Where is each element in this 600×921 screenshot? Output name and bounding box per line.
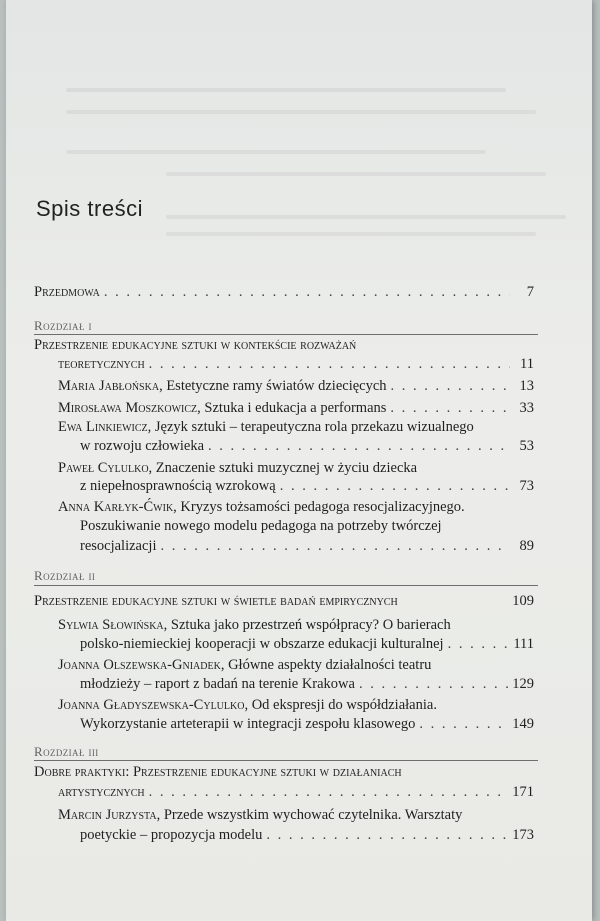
toc-entry-cont <box>80 438 534 455</box>
leader-dots <box>104 284 510 301</box>
toc-entry-cont <box>80 538 534 555</box>
show-through-line <box>66 110 536 114</box>
show-through-line <box>166 232 536 236</box>
chapter-heading-line2: teoretycznych <box>58 356 145 372</box>
toc-entry <box>58 400 534 417</box>
toc-entry <box>58 697 437 714</box>
page-number: 7 <box>526 284 534 300</box>
toc-entry <box>58 807 462 824</box>
entry-author: Sylwia Słowińska <box>58 617 164 633</box>
page-number: 89 <box>519 538 534 554</box>
page-number: 109 <box>512 593 534 609</box>
chapter-heading: Przestrzenie edukacyjne sztuki w kontekście rozważań <box>34 337 357 353</box>
chapter-heading-text: Przestrzenie edukacyjne sztuki w świetle badań empirycznych <box>34 593 398 609</box>
page-number: 129 <box>512 676 534 692</box>
chapter-heading-cont <box>58 356 534 373</box>
page-number: 73 <box>519 478 534 494</box>
toc-entry <box>58 419 474 436</box>
entry-title-cont: poetyckie – propozycja modelu <box>80 827 263 843</box>
entry-author: Ewa Linkiewicz <box>58 419 148 435</box>
leader-dots <box>208 438 510 455</box>
leader-dots <box>359 676 508 693</box>
chapter-rule <box>34 760 538 761</box>
toc-entry <box>58 378 534 395</box>
entry-title: , Estetyczne ramy światów dziecięcych <box>159 378 387 394</box>
leader-dots <box>391 378 510 395</box>
toc-entry <box>58 460 417 477</box>
toc-entry-cont <box>80 827 534 844</box>
entry-title-cont: resocjalizacji <box>80 538 157 554</box>
show-through-line <box>166 172 546 176</box>
leader-dots <box>448 636 510 653</box>
leader-dots <box>160 538 510 555</box>
chapter-heading-cont <box>58 784 534 801</box>
entry-title: , Sztuka i edukacja a performans <box>197 400 387 416</box>
page-number: 11 <box>520 356 534 372</box>
show-through-line <box>66 150 486 154</box>
toc-entry-cont <box>80 636 534 653</box>
entry-author: Maria Jabłońska <box>58 378 160 394</box>
chapter-rule <box>34 585 538 586</box>
toc-entry-cont <box>80 716 534 733</box>
page-number: 171 <box>512 784 534 800</box>
toc-entry <box>58 657 431 674</box>
entry-title-cont: Poszukiwanie nowego modelu pedagoga na potrzeby twórczej <box>80 518 442 534</box>
page-title: Spis treści <box>36 196 143 221</box>
entry-author: Joanna Olszewska-Gniadek <box>58 657 221 673</box>
entry-title: , Od ekspresji do współdziałania. <box>244 697 437 713</box>
toc-entry-cont <box>80 478 534 495</box>
chapter-label: Rozdział ii <box>34 568 96 583</box>
entry-title: , Główne aspekty działalności teatru <box>220 657 432 673</box>
chapter-heading <box>34 593 534 610</box>
chapter-label: Rozdział i <box>34 318 92 333</box>
page-number: 33 <box>519 400 534 416</box>
preface-label: Przedmowa <box>34 284 100 300</box>
page-number: 111 <box>513 636 534 652</box>
page-number: 53 <box>519 438 534 454</box>
leader-dots <box>149 784 509 801</box>
leader-dots <box>419 716 508 733</box>
entry-title: , Znaczenie sztuki muzycznej w życiu dziecka <box>148 460 418 476</box>
leader-dots <box>280 478 510 495</box>
entry-author: Marcin Jurzysta <box>58 807 157 823</box>
toc-entry <box>58 499 465 516</box>
page-number: 173 <box>512 827 534 843</box>
toc-preface <box>34 284 534 301</box>
leader-dots <box>149 356 510 373</box>
entry-title-cont: młodzieży – raport z badań na terenie Krakowa <box>80 676 355 692</box>
entry-title-cont: polsko-niemieckiej kooperacji w obszarze edukacji kulturalnej <box>80 636 444 652</box>
entry-author: Mirosława Moszkowicz <box>58 400 198 416</box>
leader-dots <box>266 827 508 844</box>
page-number: 13 <box>519 378 534 394</box>
show-through-line <box>66 88 506 92</box>
entry-title: , Kryzys tożsamości pedagoga resocjalizacyjnego. <box>173 499 465 515</box>
entry-author: Paweł Cylulko <box>58 460 149 476</box>
book-page <box>6 0 592 921</box>
entry-title-cont: Wykorzystanie arteterapii w integracji zespołu klasowego <box>80 716 416 732</box>
show-through-line <box>166 215 566 219</box>
toc-entry-cont <box>80 676 534 693</box>
entry-title: , Przede wszystkim wychować czytelnika. Warsztaty <box>156 807 463 823</box>
chapter-label: Rozdział iii <box>34 744 99 759</box>
chapter-rule <box>34 334 538 335</box>
entry-title: , Język sztuki – terapeutyczna rola przekazu wizualnego <box>147 419 474 435</box>
toc-entry <box>58 617 451 634</box>
leader-dots <box>390 400 510 417</box>
chapter-heading-line2: artystycznych <box>58 784 145 800</box>
page-number: 149 <box>512 716 534 732</box>
entry-author: Anna Karłyk-Ćwik <box>58 499 174 515</box>
chapter-heading: Dobre praktyki: Przestrzenie edukacyjne sztuki w działaniach <box>34 764 402 780</box>
entry-title: , Sztuka jako przestrzeń współpracy? O barierach <box>163 617 451 633</box>
entry-title-cont: z niepełnosprawnością wzrokową <box>80 478 276 494</box>
entry-title-cont: w rozwoju człowieka <box>80 438 205 454</box>
entry-author: Joanna Gładyszewska-Cylulko <box>58 697 245 713</box>
